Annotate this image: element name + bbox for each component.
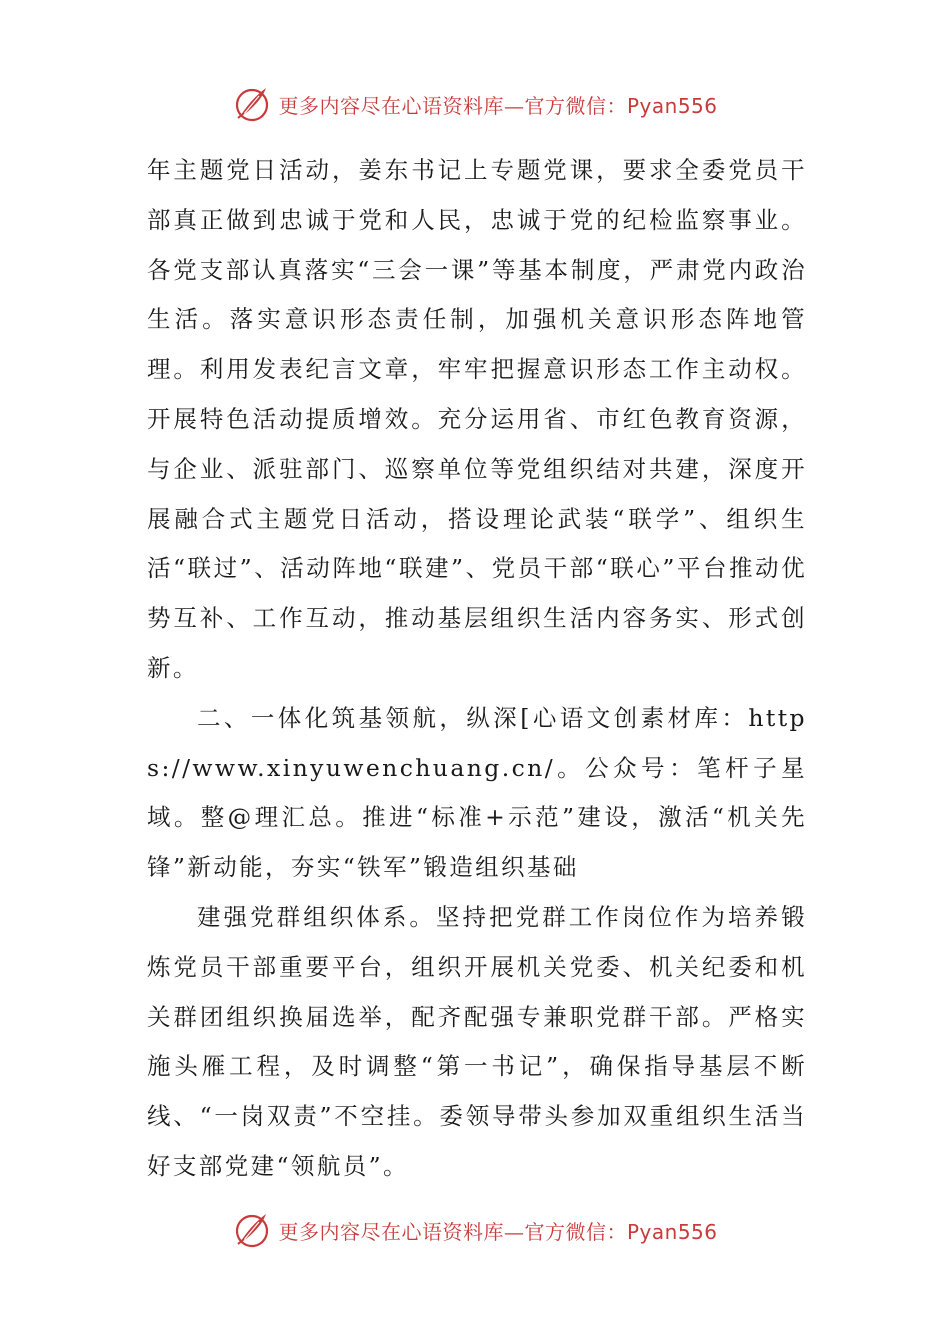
quill-pen-icon — [232, 84, 272, 124]
quill-pen-icon — [232, 1210, 272, 1250]
header-watermark-banner — [0, 82, 950, 126]
section-heading-2: 二、一体化筑基领航，纵深[心语文创素材库：https://www.xinyuwenchuang.cn/。公众号：笔杆子星域。整@理汇总。推进“标准+示范”建设，激活“机关先锋”新动能，夯实“铁军”锻造组织基础 — [147, 703, 807, 882]
paragraph-1: 年主题党日活动，姜东书记上专题党课，要求全委党员干部真正做到忠诚于党和人民，忠诚于党的纪检监察事业。各党支部认真落实“三会一课”等基本制度，严肃党内政治生活。落实意识形态责任制，加强机关意识形态阵地管理。利用发表纪言文章，牢牢把握意识形态工作主动权。开展特色活动提质增效。充分运用省、市红色教育资源，与企业、派驻部门、巡察单位等党组织结对共建，深度开展融合式主题党日活动，搭设理论武装“联学”、组织生活“联过”、活动阵地“联建”、党员干部“联心”平台推动优势互补、工作互动，推动基层组织生活内容务实、形式创新。 — [147, 156, 807, 682]
watermark-text: 更多内容尽在心语资料库—官方微信：Pyan556 — [278, 1219, 718, 1244]
document-body — [147, 146, 807, 1192]
footer-watermark-banner — [0, 1208, 950, 1252]
paragraph-3: 建强党群组织体系。坚持把党群工作岗位作为培养锻炼党员干部重要平台，组织开展机关党委、机关纪委和机关群团组织换届选举，配齐配强专兼职党群干部。严格实施头雁工程，及时调整“第一书记”，确保指导基层不断线、“一岗双责”不空挂。委领导带头参加双重组织生活当好支部党建“领航员”。 — [147, 902, 807, 1180]
watermark-text: 更多内容尽在心语资料库—官方微信：Pyan556 — [278, 93, 718, 118]
